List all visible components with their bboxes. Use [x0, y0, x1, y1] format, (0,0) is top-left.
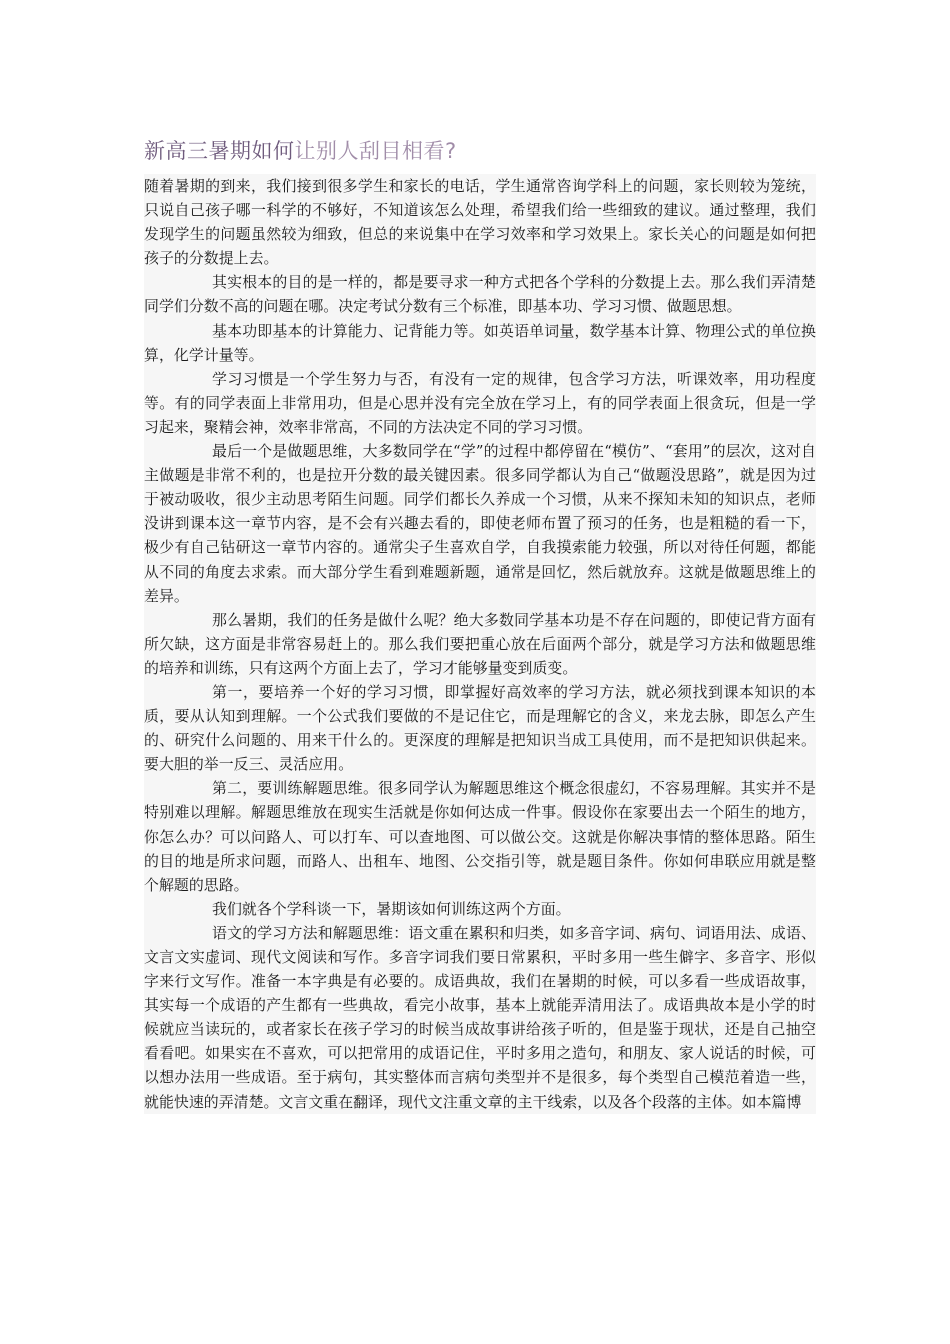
paragraph-second: 第二，要训练解题思维。很多同学认为解题思维这个概念很虚幻，不容易理解。其实并不是特别难以理解。解题思维放在现实生活就是你如何达成一件事。假设你在家要出去一个陌生的地方，你怎么办？可以问路人、可以打车、可以查地图、可以做公交。这就是你解决事情的整体思路。陌生的目的地是所求问题，而路人、出租车、地图、公交指引等，就是题目条件。你如何串联应用就是整个解题的思路。	[144, 776, 816, 896]
paragraph-thinking: 最后一个是做题思维，大多数同学在“学”的过程中都停留在“模仿”、“套用”的层次，这对自主做题是非常不利的，也是拉开分数的最关键因素。很多同学都认为自己“做题没思路”，就是因为过于被动吸收，很少主动思考陌生问题。同学们都长久养成一个习惯，从来不探知未知的知识点，老师没讲到课本这一章节内容，是不会有兴趣去看的，即使老师布置了预习的任务，也是粗糙的看一下，极少有自己钻研这一章节内容的。通常尖子生喜欢自学，自我摸索能力较强，所以对待任何题，都能从不同的角度去求索。而大部分学生看到难题新题，通常是回忆，然后就放弃。这就是做题思维上的差异。	[144, 439, 816, 608]
paragraph-summer-tasks: 那么暑期，我们的任务是做什么呢？绝大多数同学基本功是不存在问题的，即使记背方面有所欠缺，这方面是非常容易赶上的。那么我们要把重心放在后面两个部分，就是学习方法和做题思维的培养和训练，只有这两个方面上去了，学习才能够量变到质变。	[144, 608, 816, 680]
title-part-2: 让别人刮目相看?	[294, 139, 457, 163]
paragraph-subjects: 我们就各个学科谈一下，暑期该如何训练这两个方面。	[144, 897, 816, 921]
paragraph-intro: 随着暑期的到来，我们接到很多学生和家长的电话，学生通常咨询学科上的问题，家长则较为笼统，只说自己孩子哪一科学的不够好，不知道该怎么处理，希望我们给一些细致的建议。通过整理，我们发现学生的问题虽然较为细致，但总的来说集中在学习效率和学习效果上。家长关心的问题是如何把孩子的分数提上去。	[144, 174, 816, 270]
document-body	[144, 174, 816, 1114]
paragraph-basics: 基本功即基本的计算能力、记背能力等。如英语单词量，数学基本计算、物理公式的单位换算，化学计量等。	[144, 319, 816, 367]
paragraph-first: 第一，要培养一个好的学习习惯，即掌握好高效率的学习方法，就必须找到课本知识的本质，要从认知到理解。一个公式我们要做的不是记住它，而是理解它的含义，来龙去脉，即怎么产生的、研究什么问题的、用来干什么的。更深度的理解是把知识当成工具使用，而不是把知识供起来。要大胆的举一反三、灵活应用。	[144, 680, 816, 776]
paragraph-habits: 学习习惯是一个学生努力与否，有没有一定的规律，包含学习方法，听课效率，用功程度等。有的同学表面上非常用功，但是心思并没有完全放在学习上，有的同学表面上很贪玩，但是一学习起来，聚精会神，效率非常高，不同的方法决定不同的学习习惯。	[144, 367, 816, 439]
paragraph-chinese: 语文的学习方法和解题思维：语文重在累积和归类，如多音字词、病句、词语用法、成语、文言文实虚词、现代文阅读和写作。多音字词我们要日常累积，平时多用一些生僻字、多音字、形似字来行文写作。准备一本字典是有必要的。成语典故，我们在暑期的时候，可以多看一些成语故事，其实每一个成语的产生都有一些典故，看完小故事，基本上就能弄清用法了。成语典故本是小学的时候就应当读玩的，或者家长在孩子学习的时候当成故事讲给孩子听的，但是鉴于现状，还是自己抽空看看吧。如果实在不喜欢，可以把常用的成语记住，平时多用之造句，和朋友、家人说话的时候，可以想办法用一些成语。至于病句，其实整体而言病句类型并不是很多，每个类型自己模范着造一些，就能快速的弄清楚。文言文重在翻译，现代文注重文章的主干线索，以及各个段落的主体。如本篇博	[144, 921, 816, 1114]
document-title	[144, 136, 457, 166]
title-part-1: 新高三暑期如何	[144, 139, 295, 163]
paragraph-purpose: 其实根本的目的是一样的，都是要寻求一种方式把各个学科的分数提上去。那么我们弄清楚同学们分数不高的问题在哪。决定考试分数有三个标准，即基本功、学习习惯、做题思想。	[144, 270, 816, 318]
